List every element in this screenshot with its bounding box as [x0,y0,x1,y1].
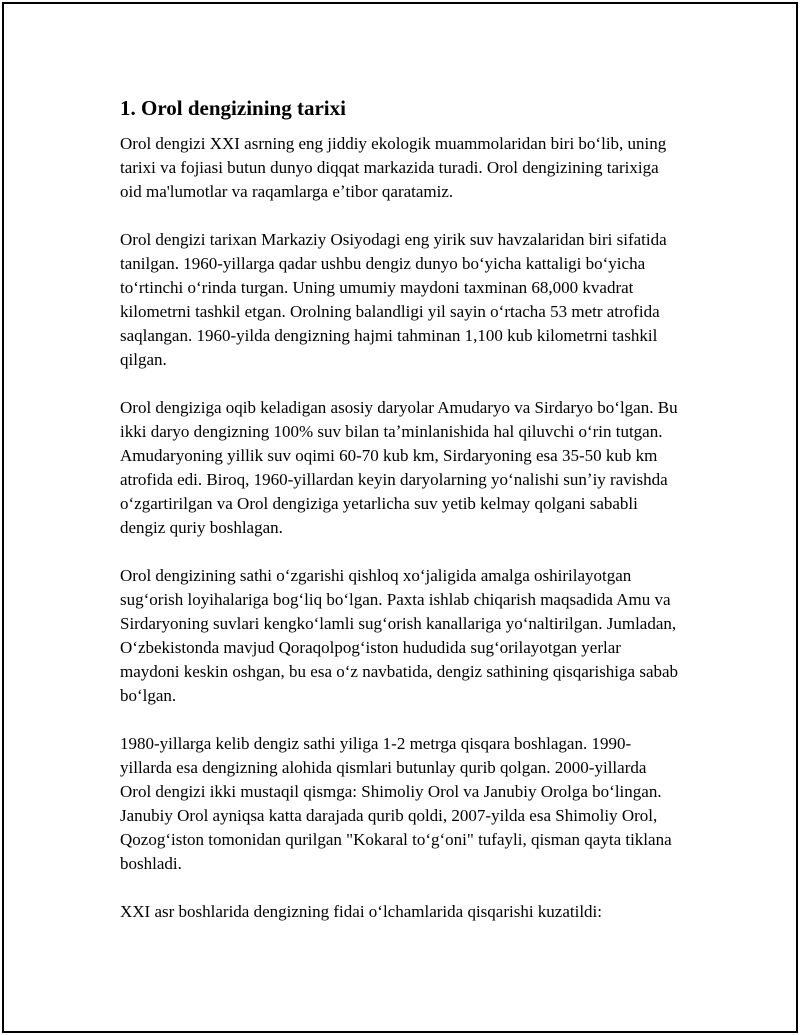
paragraph-irrigation: Orol dengizining sathi oʻzgarishi qishloq xoʻjaligida amalga oshirilayotgan sugʻorish loyihalariga bogʻliq boʻlgan. Paxta ishlab chiqarish maqsadida Amu va Sirdaryoning suvlari kengkoʻlamli sugʻorish kanallariga yoʻnaltirilgan. Jumladan, Oʻzbekistonda mavjud Qoraqolpogʻiston hududida sugʻorilayotgan yerlar maydoni keskin oshgan, bu esa oʻz navbatida, dengiz sathining qisqarishiga sabab boʻlgan. [120,566,679,705]
paragraph-size-history: Orol dengizi tarixan Markaziy Osiyodagi eng yirik suv havzalaridan biri sifatida tanilgan. 1960-yillarga qadar ushbu dengiz dunyo boʻyicha kattaligi boʻyicha toʻrtinchi oʻrinda turgan. Uning umumiy maydoni taxminan 68,000 kvadrat kilometrni tashkil etgan. Orolning balandligi yil sayin oʻrtacha 53 metr atrofida saqlangan. 1960-yilda dengizning hajmi tahminan 1,100 kub kilometrni tashkil qilgan. [120,230,667,369]
paragraph-decline: 1980-yillarga kelib dengiz sathi yiliga 1-2 metrga qisqara boshlagan. 1990-yillarda esa dengizning alohida qismlari butunlay qurib qolgan. 2000-yillarda Orol dengizi ikki mustaqil qismga: Shimoliy Orol va Janubiy Orolga boʻlingan. Janubiy Orol ayniqsa katta darajada qurib qoldi, 2007-yilda esa Shimoliy Orol, Qozogʻiston tomonidan qurilgan "Kokaral toʻgʻoni" tufayli, qisman qayta tiklana boshladi. [120,734,672,873]
paragraph-21st-century: XXI asr boshlarida dengizning fidai oʻlchamlarida qisqarishi kuzatildi: [120,902,603,921]
document-body [120,94,680,948]
paragraph-rivers: Orol dengiziga oqib keladigan asosiy daryolar Amudaryo va Sirdaryo boʻlgan. Bu ikki daryo dengizning 100% suv bilan taʼminlanishida hal qiluvchi oʻrin tutgan. Amudaryoning yillik suv oqimi 60-70 kub km, Sirdaryoning esa 35-50 kub km atrofida edi. Biroq, 1960-yillardan keyin daryolarning yoʻnalishi sunʼiy ravishda oʻzgartirilgan va Orol dengiziga yetarlicha suv yetib kelmay qolgani sababli dengiz quriy boshlagan. [120,398,678,537]
paragraph-intro: Orol dengizi XXI asrning eng jiddiy ekologik muammolaridan biri boʻlib, uning tarixi va fojiasi butun dunyo diqqat markazida turadi. Orol dengizining tarixiga oid ma'lumotlar va raqamlarga eʼtibor qaratamiz. [120,134,667,201]
section-title: 1. Orol dengizining tarixi [120,96,346,120]
document-page [2,2,798,1033]
